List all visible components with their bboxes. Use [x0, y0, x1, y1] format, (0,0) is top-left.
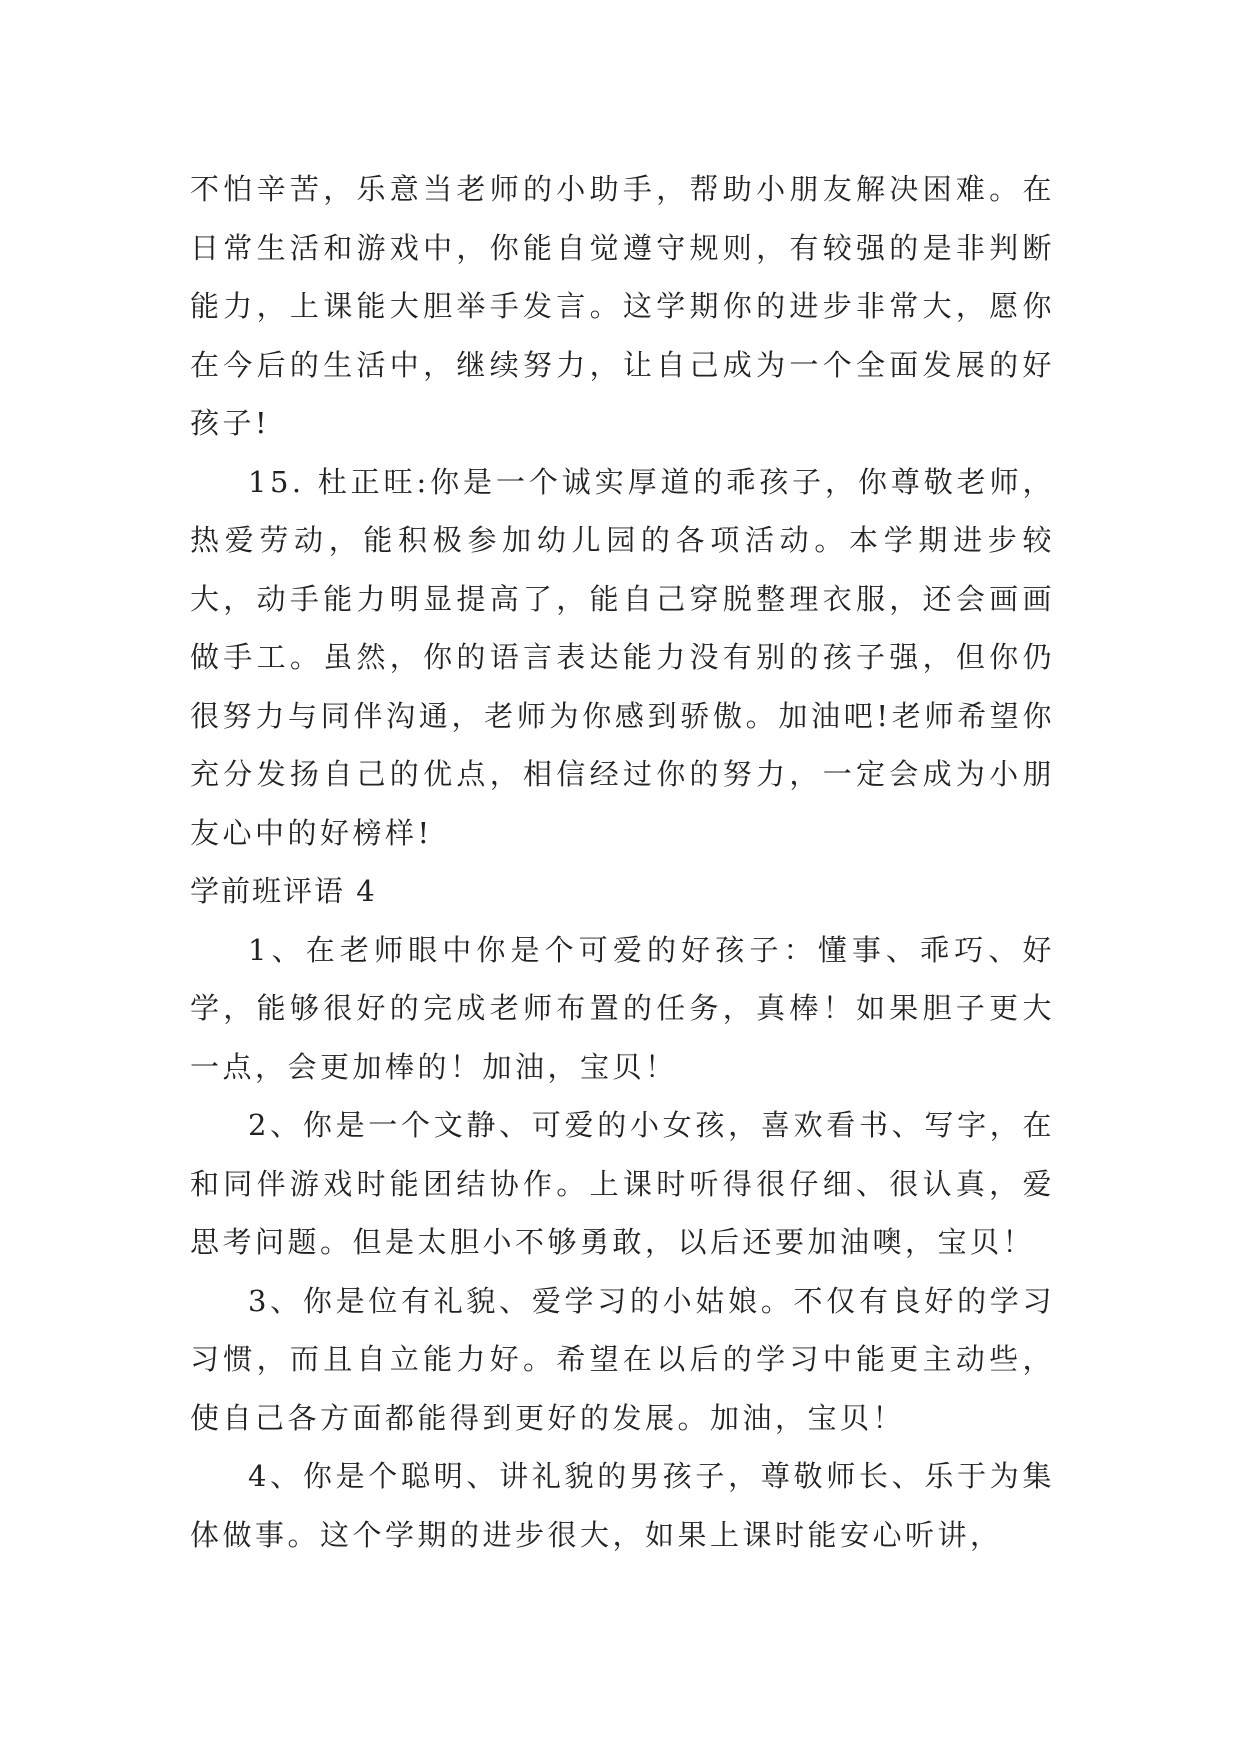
paragraph-comment-2: 2、你是一个文静、可爱的小女孩，喜欢看书、写字，在和同伴游戏时能团结协作。上课时听得很仔细、很认真，爱思考问题。但是太胆小不够勇敢，以后还要加油噢，宝贝！: [190, 1108, 1055, 1259]
paragraph-comment-4: 4、你是个聪明、讲礼貌的男孩子，尊敬师长、乐于为集体做事。这个学期的进步很大，如果上课时能安心听讲，: [190, 1459, 1055, 1552]
paragraph-continuation: 不怕辛苦，乐意当老师的小助手，帮助小朋友解决困难。在日常生活和游戏中，你能自觉遵守规则，有较强的是非判断能力，上课能大胆举手发言。这学期你的进步非常大，愿你在今后的生活中，继续努力，让自己成为一个全面发展的好孩子!: [190, 172, 1055, 440]
document-page: [190, 160, 1055, 1564]
paragraph-comment-1: 1、在老师眼中你是个可爱的好孩子：懂事、乖巧、好学，能够很好的完成老师布置的任务，真棒！如果胆子更大一点，会更加棒的！加油，宝贝！: [190, 932, 1055, 1084]
paragraph-comment-3: 3、你是位有礼貌、爱学习的小姑娘。不仅有良好的学习习惯，而且自立能力好。希望在以后的学习中能更主动些，使自己各方面都能得到更好的发展。加油，宝贝！: [190, 1283, 1055, 1435]
section-heading: 学前班评语 4: [190, 874, 377, 908]
paragraph-comment-15: 15. 杜正旺:你是一个诚实厚道的乖孩子，你尊敬老师，热爱劳动，能积极参加幼儿园的各项活动。本学期进步较大，动手能力明显提高了，能自己穿脱整理衣服，还会画画做手工。虽然，你的语言表达能力没有别的孩子强，但你仍很努力与同伴沟通，老师为你感到骄傲。加油吧!老师希望你充分发扬自己的优点，相信经过你的努力，一定会成为小朋友心中的好榜样!: [190, 464, 1055, 850]
